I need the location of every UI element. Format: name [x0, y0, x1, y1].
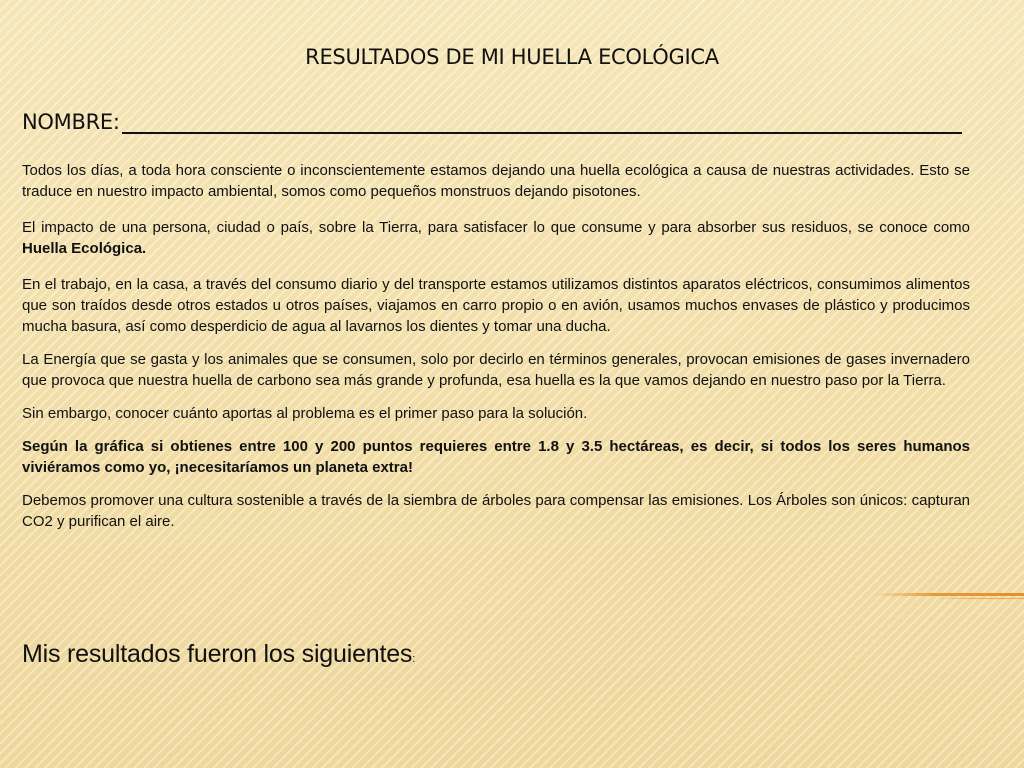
- name-field-row: [22, 108, 962, 134]
- results-heading-text: Mis resultados fueron los siguientes: [22, 640, 413, 668]
- accent-line-thin: [934, 598, 1024, 599]
- name-label: NOMBRE:: [22, 110, 120, 134]
- results-heading: [22, 640, 415, 669]
- paragraph-definition: [22, 217, 970, 259]
- body-text: [22, 160, 970, 544]
- graph-note-text: Según la gráfica si obtienes entre 100 y 200 puntos requieres entre 1.8 y 3.5 hectáreas, es decir, si todos los seres humanos viviéramos como yo, ¡necesitaríamos un planeta extra!: [22, 438, 970, 476]
- accent-line: [874, 593, 1024, 596]
- definition-term: Huella Ecológica.: [22, 240, 147, 257]
- definition-text: El impacto de una persona, ciudad o país, sobre la Tierra, para satisfacer lo que consume y para absorber sus residuos, se conoce como: [22, 219, 970, 236]
- name-blank-line: [122, 108, 962, 134]
- page-title: RESULTADOS DE MI HUELLA ECOLÓGICA: [305, 45, 719, 69]
- paragraph-daily-consumption: En el trabajo, en la casa, a través del consumo diario y del transporte estamos utilizamos distintos aparatos eléctricos, consumimos alimentos que son traídos desde otros estados u otros países, viajamos en carro propio o en avión, usamos muchos envases de plástico y producimos mucha basura, así como desperdicio de agua al lavarnos los dientes y tomar una ducha.: [22, 276, 970, 335]
- results-heading-colon: :: [412, 653, 416, 665]
- paragraph-graph-note: [22, 436, 970, 478]
- paragraph-energy: La Energía que se gasta y los animales que se consumen, solo por decirlo en términos generales, provocan emisiones de gases invernadero que provoca que nuestra huella de carbono sea más grande y profunda, esa huella es la que vamos dejando en nuestro paso por la Tierra.: [22, 351, 970, 389]
- paragraph-trees: Debemos promover una cultura sostenible a través de la siembra de árboles para compensar las emisiones. Los Árboles son únicos: capturan CO2 y purifican el aire.: [22, 492, 970, 530]
- paragraph-solution: Sin embargo, conocer cuánto aportas al problema es el primer paso para la solución.: [22, 405, 588, 422]
- paragraph-intro: Todos los días, a toda hora consciente o inconscientemente estamos dejando una huella ecológica a causa de nuestras actividades. Esto se traduce en nuestro impacto ambiental, somos como pequeños monstruos dejando pisotones.: [22, 162, 970, 200]
